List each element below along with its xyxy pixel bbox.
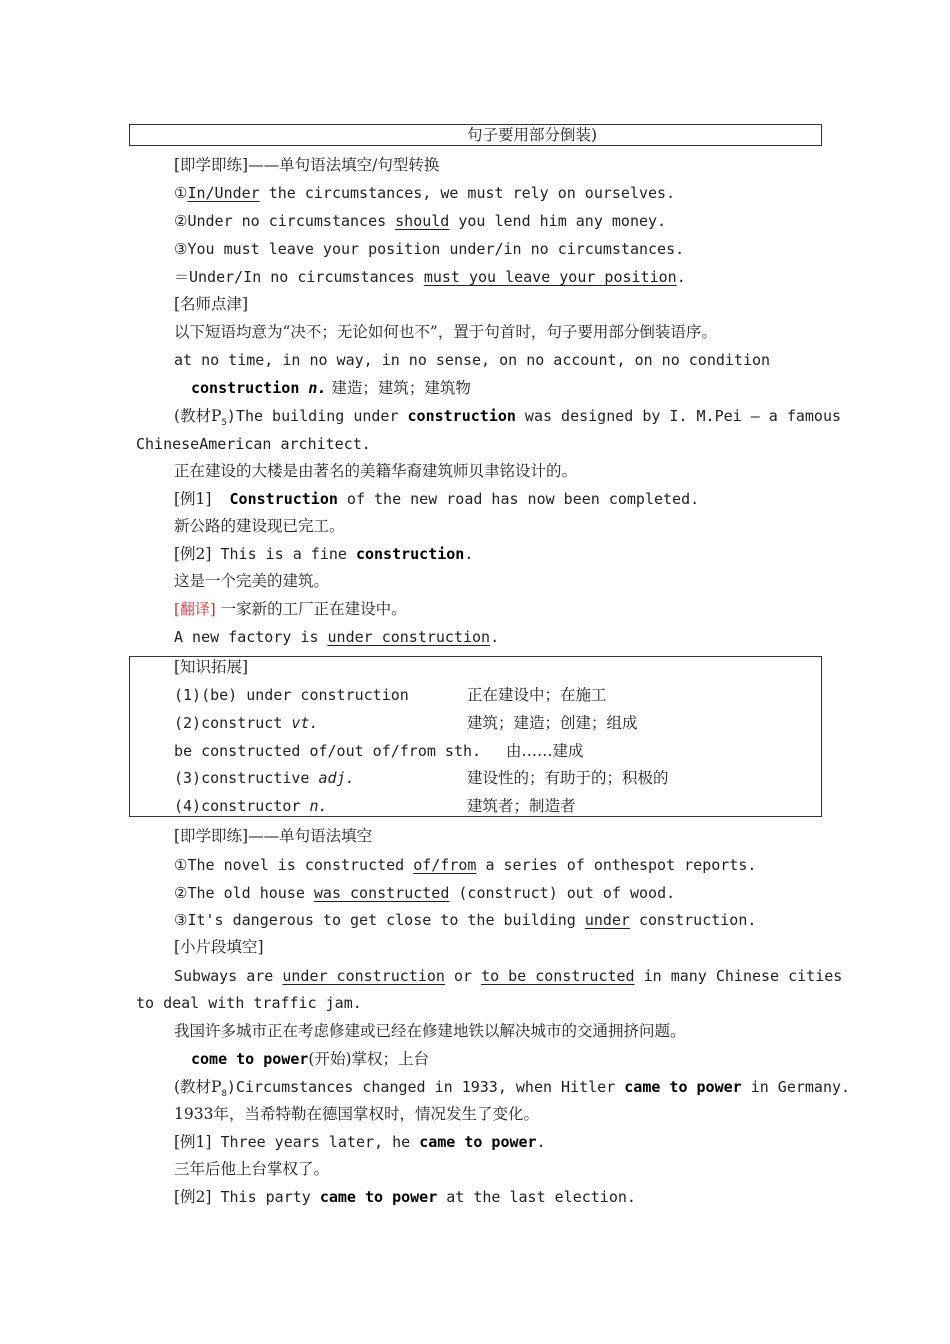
exercise-line: ①The novel is constructed of/from a series of onthespot reports. xyxy=(174,856,757,874)
example-line: [例1] Construction of the new road has now been completed. xyxy=(174,490,700,508)
translation: 三年后他上台掌权了。 xyxy=(174,1160,330,1178)
fill-paragraph-header: [小片段填空] xyxy=(174,938,264,956)
example-line: [例2] This is a fine construction. xyxy=(174,545,474,563)
answer: should xyxy=(395,212,450,230)
translation: 这是一个完美的建筑。 xyxy=(174,572,330,590)
knowledge-term: (1)(be) under construction xyxy=(174,686,409,704)
exercise-line: ③It's dangerous to get close to the building under construction. xyxy=(174,911,757,929)
exercise-line: ③You must leave your position under/in no circumstances. xyxy=(174,240,685,258)
translation: 新公路的建设现已完工。 xyxy=(174,517,345,535)
top-note-text: 句子要用部分倒装) xyxy=(467,126,598,144)
part-of-speech: n. xyxy=(308,379,327,397)
practice-header: [即学即练]——单句语法填空 xyxy=(174,827,373,845)
vocab-entry: construction n. 建造；建筑；建筑物 xyxy=(191,379,471,397)
example-line: [例1] Three years later, he came to power. xyxy=(174,1133,546,1151)
fill-paragraph-cont: to deal with traffic jam. xyxy=(136,994,362,1012)
textbook-sentence-cont: ChineseAmerican architect. xyxy=(136,435,371,453)
translation: 我国许多城市正在考虑修建或已经在修建地铁以解决城市的交通拥挤问题。 xyxy=(174,1022,686,1040)
translate-exercise: [翻译] 一家新的工厂正在建设中。 xyxy=(174,600,407,618)
phrase-list: at no time, in no way, in no sense, on no account, on no condition xyxy=(174,351,771,369)
vocab-entry: come to power(开始)掌权；上台 xyxy=(191,1050,430,1068)
translate-answer: A new factory is under construction. xyxy=(174,628,500,646)
answer: under xyxy=(584,911,630,929)
answer: In/Under xyxy=(187,184,260,202)
exercise-line: ②Under no circumstances should you lend him any money. xyxy=(174,212,667,230)
answer: must you leave your position xyxy=(423,268,677,286)
knowledge-term: (4)constructor n. xyxy=(174,797,328,815)
knowledge-term: (3)constructive adj. xyxy=(174,769,355,787)
practice-header: [即学即练]——单句语法填空/句型转换 xyxy=(174,156,440,174)
teacher-tips-note: 以下短语均意为“决不；无论如何也不”，置于句首时，句子要用部分倒装语序。 xyxy=(174,323,717,341)
translate-label: [翻译] xyxy=(174,600,216,618)
knowledge-term: be constructed of/out of/from sth. xyxy=(174,742,482,760)
translation: 正在建设的大楼是由著名的美籍华裔建筑师贝聿铭设计的。 xyxy=(174,462,578,480)
example-line: [例2] This party came to power at the last election. xyxy=(174,1188,636,1206)
fill-paragraph: Subways are under construction or to be constructed in many Chinese cities xyxy=(174,967,843,985)
vocab-word: construction xyxy=(191,379,309,397)
top-note-box xyxy=(129,124,822,146)
vocab-word: come to power xyxy=(191,1050,309,1068)
exercise-line: ①In/Under the circumstances, we must rely on ourselves. xyxy=(174,184,676,202)
knowledge-box xyxy=(129,656,822,817)
answer: to be constructed xyxy=(481,967,635,985)
answer: under construction xyxy=(282,967,445,985)
knowledge-meaning: 由……建成 xyxy=(506,742,584,760)
textbook-sentence: (教材$P_8)Circumstances$ changed in 1933, when Hitler came to power in Germany. xyxy=(174,1078,851,1099)
textbook-sentence: (教材$P_5)The$ building under construction was designed by I. M.Pei — a famous xyxy=(174,407,842,428)
answer: was constructed xyxy=(313,884,450,902)
translation: 1933年，当希特勒在德国掌权时，情况发生了变化。 xyxy=(174,1105,539,1123)
knowledge-header: [知识拓展] xyxy=(174,658,249,676)
answer: under construction xyxy=(327,628,491,646)
exercise-line: ＝Under/In no circumstances must you leave your position. xyxy=(174,268,686,286)
exercise-line: ②The old house was constructed (construct) out of wood. xyxy=(174,884,676,902)
knowledge-meaning: 建筑；建造；创建；组成 xyxy=(467,714,638,732)
knowledge-term: (2)construct vt. xyxy=(174,714,319,732)
answer: of/from xyxy=(413,856,477,874)
knowledge-meaning: 建筑者；制造者 xyxy=(467,797,576,815)
teacher-tips-header: [名师点津] xyxy=(174,295,249,313)
knowledge-meaning: 正在建设中；在施工 xyxy=(467,686,607,704)
knowledge-meaning: 建设性的；有助于的；积极的 xyxy=(467,769,669,787)
